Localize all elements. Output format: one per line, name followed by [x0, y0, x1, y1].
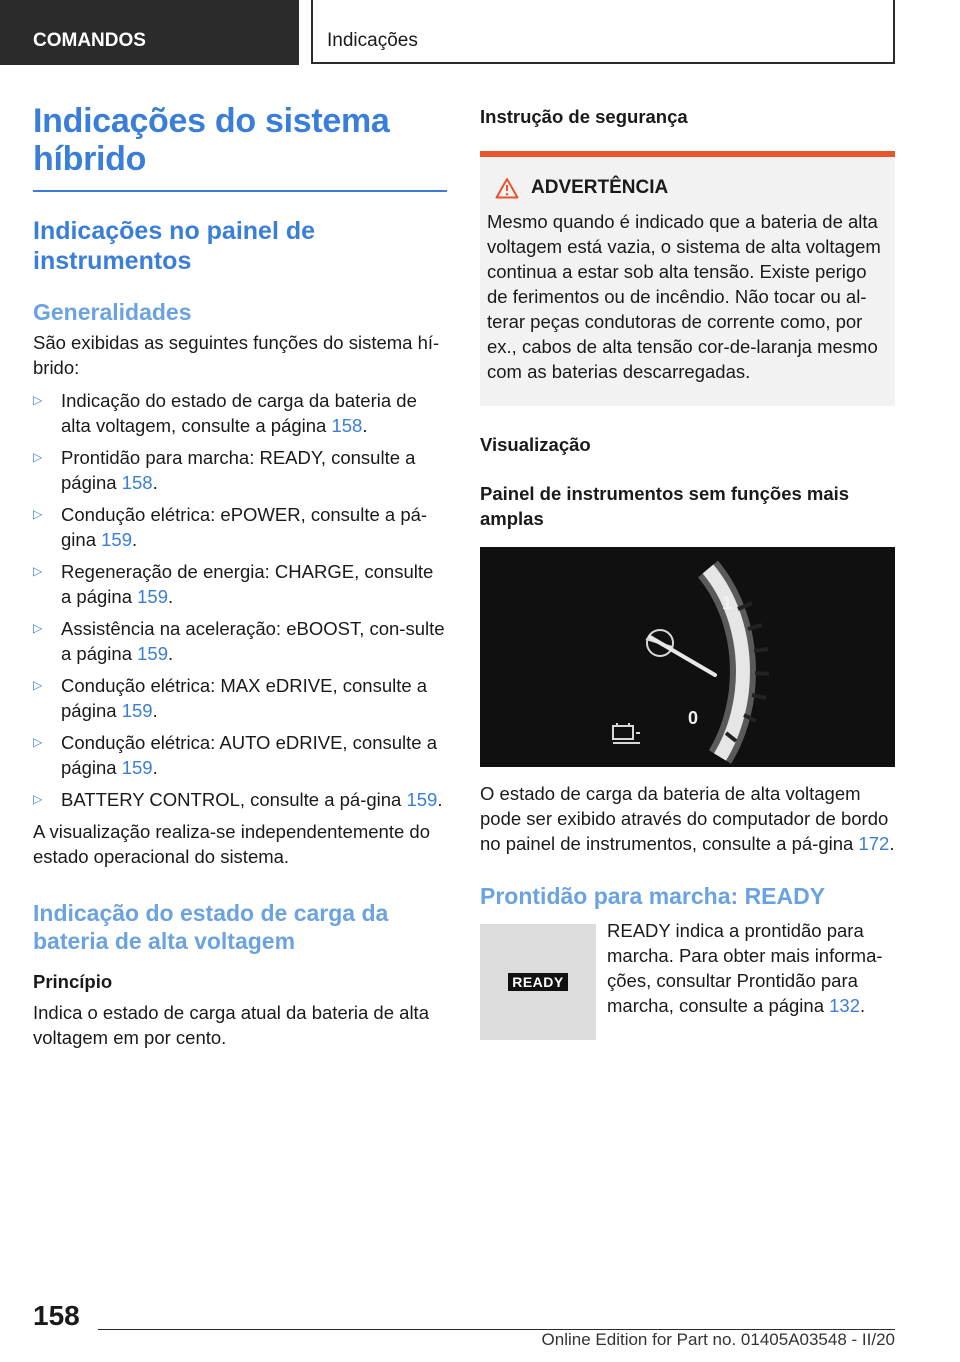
page-link[interactable]: 132	[829, 995, 861, 1016]
list-item: ▷ Condução elétrica: MAX eDRIVE, consulte a página 159.	[33, 675, 428, 721]
section-heading: Indicações no painel de instrumentos	[33, 217, 316, 275]
triangle-bullet-icon: ▷	[33, 564, 43, 578]
list-item: ▷ Condução elétrica: ePOWER, consulte a pá-gina 159.	[33, 504, 428, 550]
ready-indicator-image	[480, 924, 596, 1040]
ready-section	[480, 920, 895, 1040]
warning-triangle-icon	[495, 177, 519, 199]
warning-text: Mesmo quando é indicado que a bateria de alta voltagem está vazia, o sistema de alta voltagem continua a estar sob alta tensão. Existe perigo de ferimentos ou de incêndio. Não tocar ou al-terar peças condutoras de corrente como, por ex., cabos de alta tensão cor-de-laranja mesmo com as baterias descarregadas.	[487, 211, 881, 382]
list-item: ▷ Prontidão para marcha: READY, consulte a página 158.	[33, 447, 416, 493]
page-link[interactable]: 159	[121, 700, 153, 721]
triangle-bullet-icon: ▷	[33, 678, 43, 692]
panel-heading: Painel de instrumentos sem funções mais amplas	[480, 483, 850, 529]
title-divider	[33, 190, 447, 192]
page-link[interactable]: 159	[121, 757, 153, 778]
page-link[interactable]: 159	[101, 529, 132, 550]
function-list	[33, 388, 447, 812]
list-item: ▷ Condução elétrica: AUTO eDRIVE, consulte a página 159.	[33, 732, 438, 778]
warning-title: ADVERTÊNCIA	[531, 177, 669, 198]
chapter-label: Indicações	[327, 30, 418, 51]
page-link[interactable]: 159	[406, 789, 438, 810]
list-item: ▷ Regeneração de energia: CHARGE, consulte a página 159.	[33, 561, 434, 607]
right-column	[480, 102, 895, 1040]
display-heading: Visualização	[480, 434, 591, 455]
triangle-bullet-icon: ▷	[33, 735, 43, 749]
warning-box	[480, 151, 895, 406]
section-tab	[0, 0, 299, 65]
triangle-bullet-icon: ▷	[33, 507, 43, 521]
list-item: ▷ Assistência na aceleração: eBOOST, con-sulte a página 159.	[33, 618, 445, 664]
ready-badge: READY	[508, 973, 568, 991]
triangle-bullet-icon: ▷	[33, 792, 43, 806]
gauge-caption: O estado de carga da bateria de alta voltagem pode ser exibido através do computador de bordo no painel de instrumentos, consulte a pá-gina 172.	[480, 783, 895, 854]
safety-heading: Instrução de segurança	[480, 106, 688, 127]
general-outro: A visualização realiza-se independentemente do estado operacional do sistema.	[33, 821, 430, 867]
battery-icon	[613, 723, 640, 743]
list-item: ▷ BATTERY CONTROL, consulte a pá-gina 159.	[33, 789, 443, 810]
gauge-max-label: 1	[722, 593, 733, 613]
general-heading: Generalidades	[33, 299, 192, 325]
gauge-min-label: 0	[688, 708, 699, 728]
warning-header	[495, 177, 887, 199]
footer-edition: Online Edition for Part no. 01405A03548 - II/20	[541, 1330, 895, 1349]
page-link[interactable]: 159	[137, 643, 168, 664]
page-link[interactable]: 158	[331, 415, 363, 436]
left-column	[33, 102, 447, 1050]
list-item: ▷ Indicação do estado de carga da bateria de alta voltagem, consulte a página 158.	[33, 390, 417, 436]
charge-heading: Indicação do estado de carga da bateria de alta voltagem	[33, 900, 389, 954]
ready-text: READY indica a prontidão para marcha. Para obter mais informa-ções, consultar Prontidão para marcha, consulte a página 132.	[607, 920, 883, 1016]
section-label: COMANDOS	[33, 30, 146, 51]
triangle-bullet-icon: ▷	[33, 393, 43, 407]
triangle-bullet-icon: ▷	[33, 450, 43, 464]
page-title: Indicações do sistema híbrido	[33, 102, 390, 178]
page-link[interactable]: 159	[137, 586, 168, 607]
triangle-bullet-icon: ▷	[33, 621, 43, 635]
page-link[interactable]: 172	[858, 833, 890, 854]
ready-heading: Prontidão para marcha: READY	[480, 883, 826, 909]
page-number: 158	[33, 1300, 80, 1331]
principle-text: Indica o estado de carga atual da bateria de alta voltagem em por cento.	[33, 1002, 429, 1048]
chapter-tab	[311, 0, 895, 64]
page-link[interactable]: 158	[121, 472, 153, 493]
general-intro: São exibidas as seguintes funções do sistema hí-brido:	[33, 332, 440, 378]
battery-gauge-image	[480, 547, 895, 767]
principle-heading: Princípio	[33, 971, 113, 992]
